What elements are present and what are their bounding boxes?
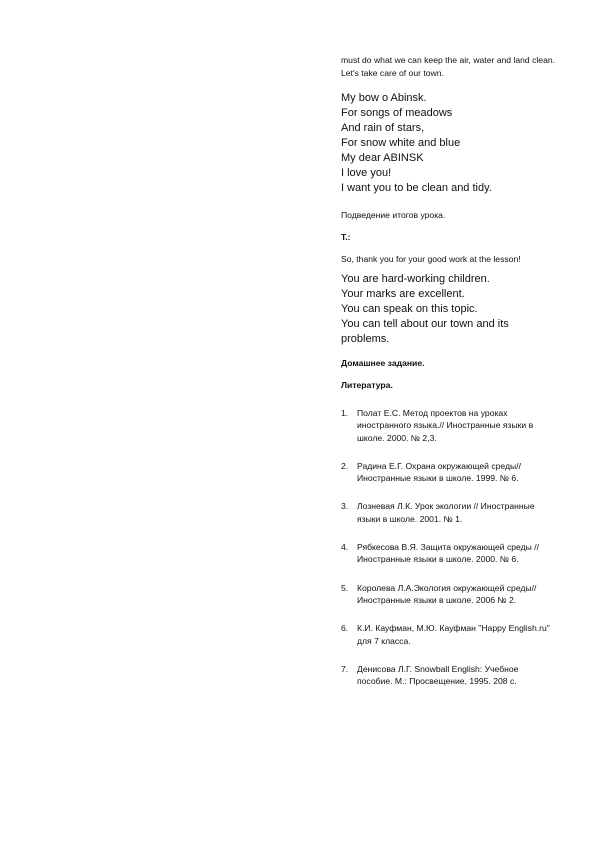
poem-line: For snow white and blue xyxy=(341,137,461,149)
reference-item xyxy=(341,460,556,485)
intro-paragraph: must do what we can keep the air, water and land clean. Let's take care of our town. xyxy=(341,55,556,78)
literature-heading: Литература. xyxy=(341,380,393,390)
reference-list xyxy=(341,407,556,687)
reference-text: Полат Е.С. Метод проектов на уроках иностранного языка.// Иностранные языки в школе. 2000. № 2,3. xyxy=(357,408,534,443)
reference-number: 6. xyxy=(341,623,349,634)
reference-text: Рябкесова В.Я. Защита окружающей среды // Иностранные языки в школе. 2000. № 6. xyxy=(357,542,539,565)
homework-heading: Домашнее задание. xyxy=(341,358,425,368)
reference-number: 4. xyxy=(341,542,349,553)
praise-list xyxy=(341,272,556,347)
poem-line: For songs of meadows xyxy=(341,107,453,119)
reference-item xyxy=(341,407,556,444)
reference-number: 3. xyxy=(341,501,349,512)
reference-item xyxy=(341,663,556,688)
praise-line: Your marks are excellent. xyxy=(341,288,465,300)
poem-line: My dear ABINSK xyxy=(341,152,424,164)
reference-text: К.И. Кауфман, М.Ю. Кауфман "Happy English.ru" для 7 класса. xyxy=(357,623,550,646)
praise-line: You can tell about our town and its problems. xyxy=(341,318,509,345)
reference-item xyxy=(341,500,556,525)
reference-item xyxy=(341,622,556,647)
reference-number: 2. xyxy=(341,460,349,471)
reference-item xyxy=(341,582,556,607)
summary-heading: Подведение итогов урока. xyxy=(341,210,446,220)
poem-line: And rain of stars, xyxy=(341,122,425,134)
poem-line: My bow o Abinsk. xyxy=(341,92,427,104)
thanks-text: So, thank you for your good work at the lesson! xyxy=(341,254,521,264)
reference-text: Денисова Л.Г. Snowball English: Учебное пособие. М.: Просвещение, 1995. 208 с. xyxy=(357,663,519,687)
teacher-label: T.: xyxy=(341,232,351,242)
reference-number: 7. xyxy=(341,663,349,674)
reference-text: Королева Л.А.Экология окружающей среды//Иностранные языки в школе. 2006 № 2. xyxy=(357,582,537,605)
poem xyxy=(341,91,556,196)
praise-line: You can speak on this topic. xyxy=(341,303,478,315)
praise-line: You are hard-working children. xyxy=(341,273,490,285)
reference-item xyxy=(341,541,556,566)
reference-number: 1. xyxy=(341,408,349,418)
poem-line: I want you to be clean and tidy. xyxy=(341,182,492,194)
reference-text: Лозневая Л.К. Урок экологии // Иностранные языки в школе. 2001. № 1. xyxy=(357,501,535,524)
poem-line: I love you! xyxy=(341,167,392,179)
reference-number: 5. xyxy=(341,582,349,593)
reference-text: Радина Е.Г. Охрана окружающей среды//Иностранные языки в школе. 1999. № 6. xyxy=(357,460,521,484)
document-column xyxy=(341,54,556,687)
